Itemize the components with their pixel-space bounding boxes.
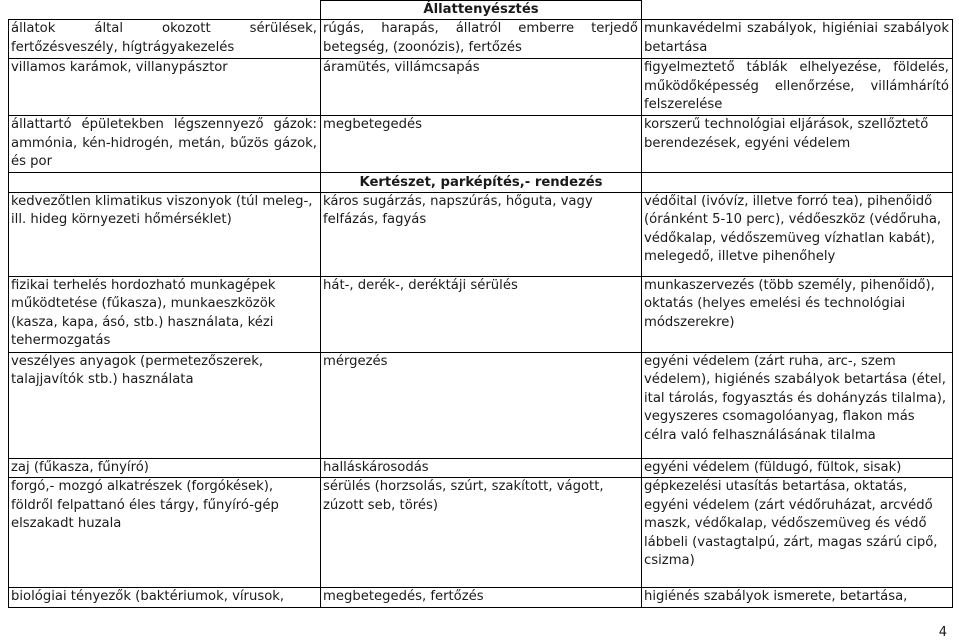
document-page: [8, 0, 952, 608]
section-heading-animal: Állattenyésztés: [321, 1, 642, 20]
section-row-animal: [9, 1, 953, 20]
effect-cell: áramütés, villámcsapás: [321, 59, 642, 116]
measure-cell: egyéni védelem (zárt ruha, arc-, szem védelem), higiénés szabályok betartása (étel, ital tárolás, fogyasztás és dohányzás tilalma), vegyszeres csomagolóanyag, flakon más célra való felhasználásának tilalma: [642, 352, 953, 458]
hazard-cell: állatok által okozott sérülések, fertőzésveszély, hígtrágyakezelés: [9, 20, 321, 59]
section-heading-garden: Kertészet, parképítés,- rendezés: [321, 172, 642, 192]
table-row: [9, 59, 953, 116]
table-row: [9, 20, 953, 59]
measure-cell: védőital (ivóvíz, illetve forró tea), pihenőidő (óránként 5-10 perc), védőeszköz (védőruha, védőkalap, védőszemüveg vízhatlan kabát), melegedő, illetve pihenőhely: [642, 192, 953, 276]
hazard-cell: fizikai terhelés hordozható munkagépek működtetése (fűkasza), munkaeszközök (kasza, kapa, ásó, stb.) használata, kézi tehermozgatás: [9, 276, 321, 352]
effect-cell: rúgás, harapás, állatról emberre terjedő betegség, (zoonózis), fertőzés: [321, 20, 642, 59]
table-row: [9, 192, 953, 276]
hazard-cell: forgó,- mozgó alkatrészek (forgókések), földről felpattanó éles tárgy, fűnyíró-gép elszakadt huzala: [9, 478, 321, 588]
hazard-cell: állattartó épületekben légszennyező gázok: ammónia, kén-hidrogén, metán, bűzös gázok, és por: [9, 116, 321, 173]
hazard-cell: zaj (fűkasza, fűnyíró): [9, 458, 321, 478]
table-row: [9, 458, 953, 478]
hazard-cell: kedvezőtlen klimatikus viszonyok (túl meleg-, ill. hideg környezeti hőmérséklet): [9, 192, 321, 276]
effect-cell: halláskárosodás: [321, 458, 642, 478]
measure-cell: higiénés szabályok ismerete, betartása,: [642, 588, 953, 608]
effect-cell: hát-, derék-, deréktáji sérülés: [321, 276, 642, 352]
measure-cell: munkaszervezés (több személy, pihenőidő), oktatás (helyes emelési és technológiai módszerekre): [642, 276, 953, 352]
effect-cell: sérülés (horzsolás, szúrt, szakított, vágott, zúzott seb, törés): [321, 478, 642, 588]
section-row-garden: [9, 172, 953, 192]
effect-cell: káros sugárzás, napszúrás, hőguta, vagy felfázás, fagyás: [321, 192, 642, 276]
table-row: [9, 276, 953, 352]
table-row: [9, 588, 953, 608]
measure-cell: munkavédelmi szabályok, higiéniai szabályok betartása: [642, 20, 953, 59]
measure-cell: figyelmeztető táblák elhelyezése, földelés, működőképesség ellenőrzése, villámhárító felszerelése: [642, 59, 953, 116]
hazard-cell: villamos karámok, villanypásztor: [9, 59, 321, 116]
hazard-table: [8, 0, 953, 608]
page-number: 4: [938, 625, 947, 640]
effect-cell: megbetegedés: [321, 116, 642, 173]
measure-cell: gépkezelési utasítás betartása, oktatás, egyéni védelem (zárt védőruházat, arcvédő maszk, védőkalap, védőszemüveg és védő lábbeli (vastagtalpú, zárt, magas szárú cipő, csizma): [642, 478, 953, 588]
effect-cell: mérgezés: [321, 352, 642, 458]
effect-cell: megbetegedés, fertőzés: [321, 588, 642, 608]
table-row: [9, 478, 953, 588]
measure-cell: egyéni védelem (füldugó, fültok, sisak): [642, 458, 953, 478]
table-row: [9, 352, 953, 458]
hazard-cell: biológiai tényezők (baktériumok, vírusok,: [9, 588, 321, 608]
measure-cell: korszerű technológiai eljárások, szellőztető berendezések, egyéni védelem: [642, 116, 953, 173]
hazard-cell: veszélyes anyagok (permetezőszerek, talajjavítók stb.) használata: [9, 352, 321, 458]
table-row: [9, 116, 953, 173]
